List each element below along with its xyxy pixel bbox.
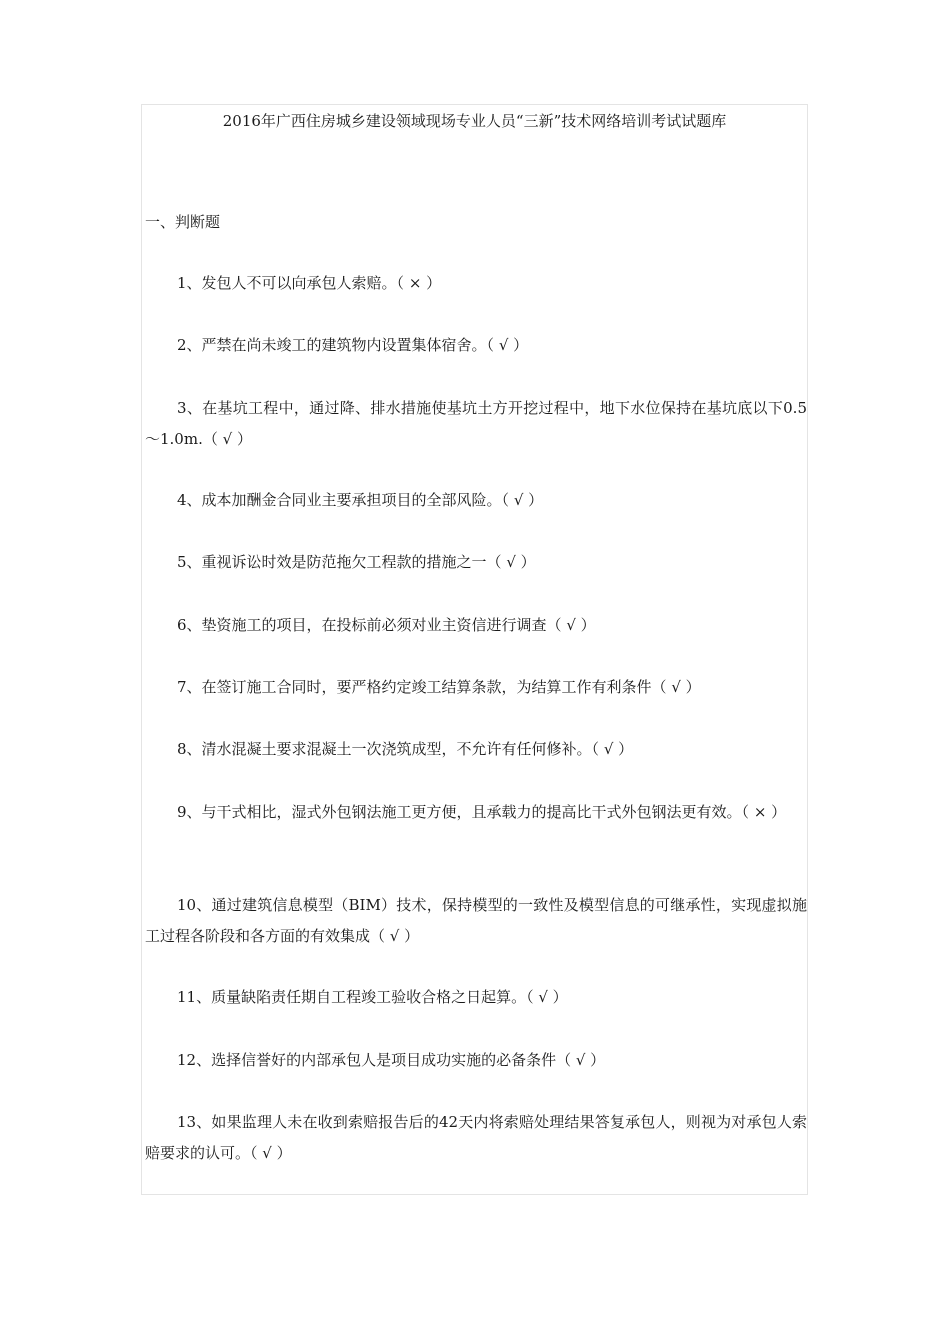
question-item: 6、垫资施工的项目，在投标前必须对业主资信进行调查（ √ ） <box>177 616 596 634</box>
question-item: 7、在签订施工合同时，要严格约定竣工结算条款，为结算工作有利条件（ √ ） <box>177 678 701 696</box>
question-item: 1、发包人不可以向承包人索赔。（ × ） <box>177 274 442 292</box>
document-title: 2016年广西住房城乡建设领域现场专业人员“三新”技术网络培训考试试题库 <box>222 112 727 130</box>
question-item: 2、严禁在尚未竣工的建筑物内设置集体宿舍。（ √ ） <box>177 336 529 354</box>
question-item: 11、质量缺陷责任期自工程竣工验收合格之日起算。（ √ ） <box>177 988 568 1006</box>
question-item: 13、如果监理人未在收到索赔报告后的42天内将索赔处理结果答复承包人，则视为对承包人索赔要求的认可。（ √ ） <box>145 1113 807 1162</box>
question-item: 10、通过建筑信息模型（BIM）技术，保持模型的一致性及模型信息的可继承性，实现虚拟施工过程各阶段和各方面的有效集成（ √ ） <box>145 896 807 945</box>
question-item: 5、重视诉讼时效是防范拖欠工程款的措施之一（ √ ） <box>177 553 536 571</box>
section-heading: 一、判断题 <box>145 213 221 231</box>
question-item: 3、在基坑工程中，通过降、排水措施使基坑土方开挖过程中，地下水位保持在基坑底以下0.5～1.0m.（ √ ） <box>145 399 807 448</box>
question-item: 12、选择信誉好的内部承包人是项目成功实施的必备条件（ √ ） <box>177 1051 606 1069</box>
question-item: 8、清水混凝土要求混凝土一次浇筑成型，不允许有任何修补。（ √ ） <box>177 740 634 758</box>
question-item: 9、与干式相比，湿式外包钢法施工更方便，且承载力的提高比干式外包钢法更有效。（ × ） <box>177 803 787 821</box>
question-item: 4、成本加酬金合同业主要承担项目的全部风险。（ √ ） <box>177 491 544 509</box>
